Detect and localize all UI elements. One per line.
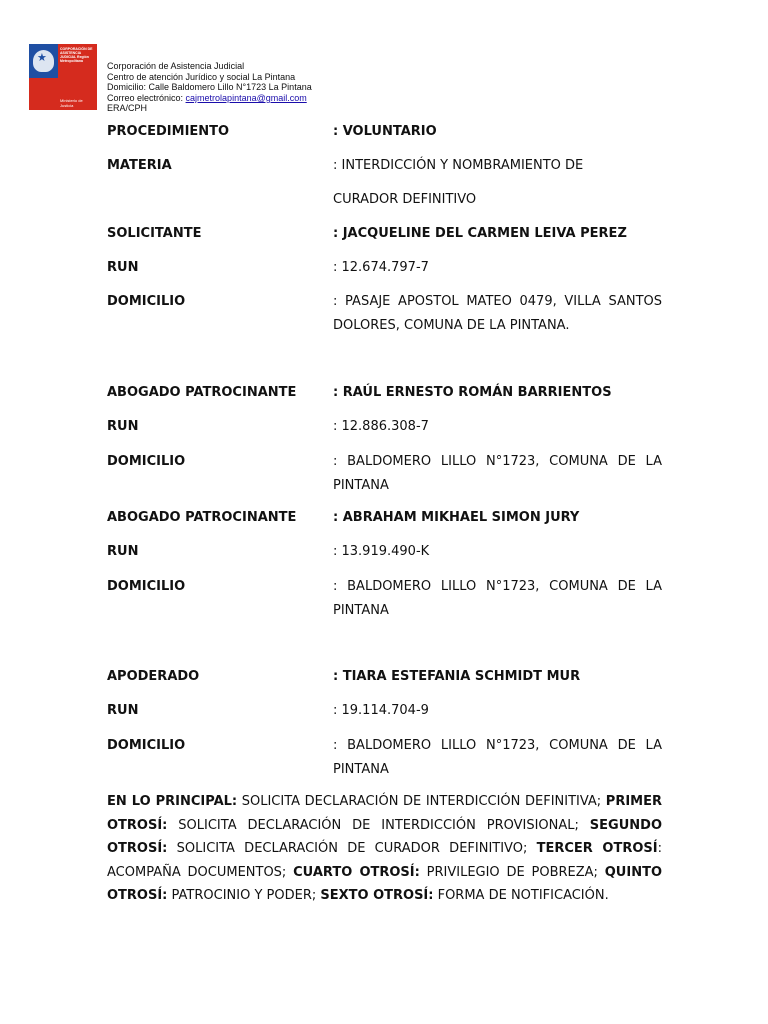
letterhead bbox=[107, 61, 312, 114]
field-value: : JACQUELINE DEL CARMEN LEIVA PEREZ bbox=[333, 226, 627, 241]
summary-label: PRIMER OTROSÍ: bbox=[107, 794, 662, 833]
summary-text: PATROCINIO Y PODER; bbox=[167, 888, 321, 904]
summary-label: QUINTO OTROSÍ: bbox=[107, 864, 662, 904]
summary-text: SOLICITA DECLARACIÓN DE CURADOR DEFINITIVO; bbox=[167, 841, 537, 857]
institution-logo bbox=[29, 44, 97, 110]
field-value: : RAÚL ERNESTO ROMÁN BARRIENTOS bbox=[333, 385, 612, 400]
field-value: : TIARA ESTEFANIA SCHMIDT MUR bbox=[333, 669, 581, 684]
field-value: : BALDOMERO LILLO N°1723, COMUNA DE LA PINTANA bbox=[333, 454, 662, 493]
email-link[interactable]: cajmetrolapintana@gmail.com bbox=[185, 92, 307, 103]
email-label: Correo electrónico: bbox=[107, 92, 186, 103]
summary-label: SEGUNDO OTROSÍ: bbox=[107, 817, 662, 857]
logo-text-bottom: Ministerio de Justicia bbox=[60, 98, 83, 108]
summary-text: SOLICITA DECLARACIÓN DE INTERDICCIÓN DEFINITIVA; bbox=[237, 794, 606, 809]
petition-summary bbox=[107, 790, 662, 908]
field-value: : ABRAHAM MIKHAEL SIMON JURY bbox=[333, 510, 580, 525]
field-value: : 19.114.704-9 bbox=[333, 703, 429, 718]
summary-label: EN LO PRINCIPAL: bbox=[107, 794, 238, 809]
summary-label: TERCER OTROSÍ bbox=[536, 841, 658, 857]
star-icon: ★ bbox=[37, 51, 47, 64]
field-label: MATERIA bbox=[107, 158, 172, 173]
field-value: : VOLUNTARIO bbox=[333, 124, 437, 139]
field-label: DOMICILIO bbox=[107, 454, 186, 469]
field-label: RUN bbox=[107, 260, 139, 275]
summary-text: FORMA DE NOTIFICACIÓN. bbox=[433, 888, 609, 904]
field-label: ABOGADO PATROCINANTE bbox=[107, 510, 297, 525]
letterhead-line: ERA/CPH bbox=[107, 103, 148, 114]
field-value: : 12.674.797-7 bbox=[333, 260, 429, 275]
letterhead-line: Corporación de Asistencia Judicial bbox=[107, 61, 245, 71]
field-label: ABOGADO PATROCINANTE bbox=[107, 385, 297, 400]
letterhead-line: Centro de atención Jurídico y social La Pintana bbox=[107, 71, 296, 82]
field-value: : PASAJE APOSTOL MATEO 0479, VILLA SANTOS DOLORES, COMUNA DE LA PINTANA. bbox=[333, 294, 662, 333]
summary-text: : ACOMPAÑA DOCUMENTOS; bbox=[107, 841, 662, 880]
field-label: DOMICILIO bbox=[107, 738, 186, 753]
logo-text-top: CORPORACIÓN DE ASISTENCIA JUDICIAL Región Metropolitana bbox=[60, 47, 93, 63]
field-value: : 12.886.308-7 bbox=[333, 419, 429, 434]
summary-label: SEXTO OTROSÍ: bbox=[320, 888, 434, 904]
summary-text: SOLICITA DECLARACIÓN DE INTERDICCIÓN PROVISIONAL; bbox=[167, 817, 590, 833]
field-value: : BALDOMERO LILLO N°1723, COMUNA DE LA PINTANA bbox=[333, 738, 662, 777]
field-value: : 13.919.490-K bbox=[333, 544, 430, 559]
field-value: : BALDOMERO LILLO N°1723, COMUNA DE LA PINTANA bbox=[333, 579, 662, 618]
field-value: : INTERDICCIÓN Y NOMBRAMIENTO DE bbox=[333, 158, 584, 173]
field-label: DOMICILIO bbox=[107, 579, 186, 594]
field-label: PROCEDIMIENTO bbox=[107, 124, 230, 139]
summary-text: PRIVILEGIO DE POBREZA; bbox=[419, 864, 605, 880]
field-value: CURADOR DEFINITIVO bbox=[333, 192, 477, 207]
field-label: APODERADO bbox=[107, 669, 200, 684]
field-label: RUN bbox=[107, 703, 139, 718]
letterhead-line: Domicilio: Calle Baldomero Lillo N°1723 La Pintana bbox=[107, 82, 312, 93]
field-label: SOLICITANTE bbox=[107, 226, 202, 241]
summary-label: CUARTO OTROSÍ: bbox=[293, 864, 420, 880]
field-label: RUN bbox=[107, 544, 139, 559]
field-label: DOMICILIO bbox=[107, 294, 186, 309]
letterhead-email-line bbox=[107, 93, 312, 104]
field-label: RUN bbox=[107, 419, 139, 434]
